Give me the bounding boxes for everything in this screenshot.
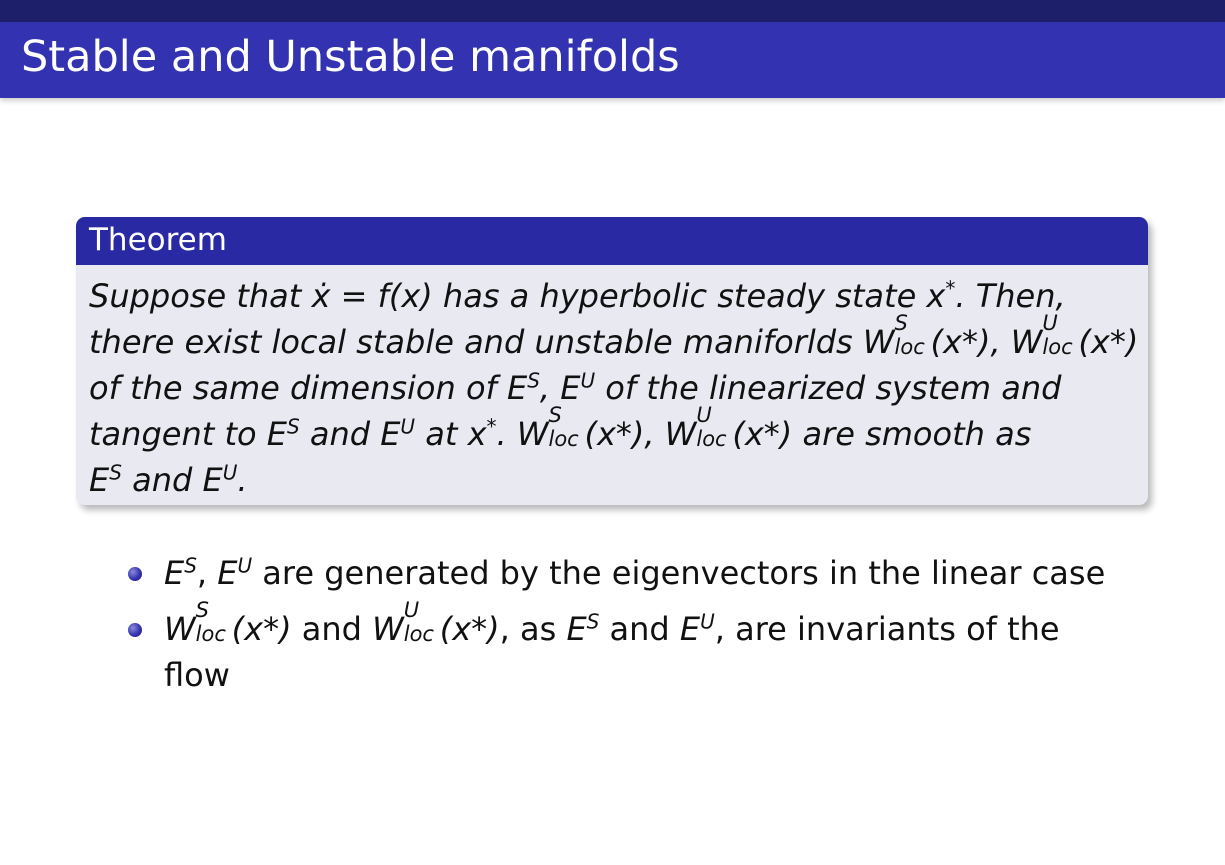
math-xstar: (x*) — [930, 323, 991, 361]
math-E: E — [202, 461, 223, 499]
math-subsup: U loc — [403, 598, 434, 646]
theorem-line-3: of the same dimension of $E^S$, $E^U$ of the linearized system and — [89, 368, 1062, 407]
math-star: * — [945, 276, 956, 301]
theorem-line-1 — [89, 273, 1141, 319]
math-E: E — [506, 369, 528, 407]
list-item: W S loc (x*) and W U loc (x*), as $E^S$ and $E^U$, are invariants of the flow — [128, 606, 1128, 698]
math-x: x — [926, 277, 946, 315]
bullet-continuation: flow — [164, 656, 230, 694]
math-subsup: U loc — [696, 403, 727, 451]
slide-title: Stable and Unstable manifolds — [21, 32, 680, 82]
math-subsup: S loc — [894, 311, 925, 359]
top-bar — [0, 0, 1225, 22]
bullet-icon — [128, 567, 142, 581]
theorem-heading: Theorem — [89, 222, 227, 258]
math-E: E — [266, 415, 287, 453]
theorem-line-4: tangent to $E^S$ and $E^U$ at x*. W S loc (x*), W U loc (x*) are smooth as — [89, 403, 1032, 453]
math-subsup: U loc — [1042, 311, 1073, 359]
text-fragment: there exist local stable and unstable maniforlds — [89, 323, 863, 361]
math-W: W — [516, 415, 549, 453]
math-E: E — [560, 369, 581, 407]
theorem-header — [76, 217, 1148, 265]
math-W: W — [862, 323, 895, 361]
math-ode: ẋ = f(x) — [311, 277, 433, 315]
text-fragment: has a hyperbolic steady state — [432, 277, 927, 315]
math-E: E — [380, 415, 401, 453]
bullet-icon — [128, 623, 142, 637]
list-item: $E^S$, $E^U$ are generated by the eigenvectors in the linear case — [128, 550, 1128, 596]
theorem-line-2: there exist local stable and unstable maniforlds W S loc (x*), W U loc (x*) — [89, 311, 1139, 361]
math-subsup: S loc — [548, 403, 579, 451]
text-fragment: Suppose that — [89, 277, 312, 315]
bullet-list — [128, 550, 1128, 708]
math-W: W — [1010, 323, 1043, 361]
text-fragment: . Then, — [955, 277, 1066, 315]
theorem-line-5: $E^S$ and $E^U$. — [89, 460, 248, 499]
theorem-body — [89, 273, 1141, 503]
math-E: E — [89, 461, 110, 499]
math-W: W — [664, 415, 697, 453]
math-xstar: (x*) — [1078, 323, 1139, 361]
math-subsup: S loc — [195, 598, 226, 646]
theorem-block — [76, 217, 1148, 505]
slide-title-bar — [0, 22, 1225, 98]
